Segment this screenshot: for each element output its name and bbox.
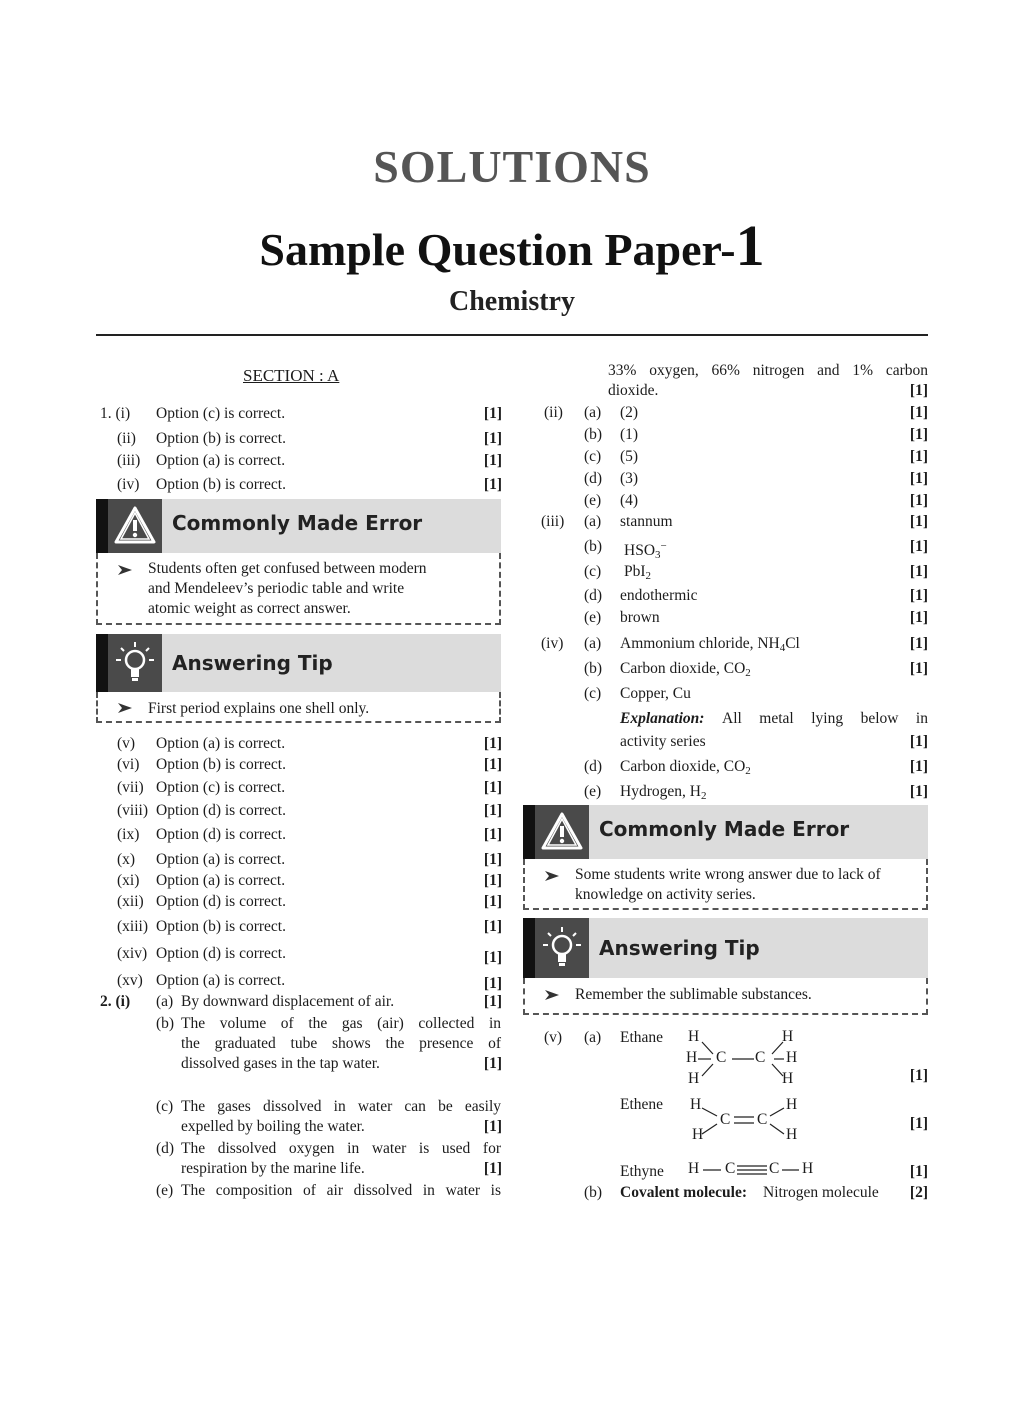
answer-text: (2) [620,404,639,421]
q-num: 1. (i) [100,405,131,422]
answer-line: the graduated tube shows the presence of [181,1035,501,1052]
error-box-title: Commonly Made Error [172,511,423,535]
answer-text: Copper, Cu [620,685,691,702]
tip-box-title: Answering Tip [599,936,760,960]
answer-text: Option (d) is correct. [156,826,286,843]
answer-formula [620,782,706,806]
part-label: (e) [584,492,602,509]
atom-h: H [782,1070,794,1087]
atom-c: C [720,1111,731,1128]
error-line: Students often get confused between modern [148,560,427,577]
answer-formula [620,659,751,683]
error-box-header [523,805,928,859]
mark: [1] [483,735,502,752]
atom-h: H [786,1126,798,1143]
answer-formula [620,634,800,658]
atom-h: H [786,1096,798,1113]
part-label: (a) [584,513,602,530]
answer-line: The composition of air dissolved in water is [181,1182,501,1199]
part-label: (e) [584,783,602,800]
part-label: (d) [584,470,603,487]
error-box-body [96,553,501,625]
pointer-icon [118,565,132,575]
mark: [1] [909,404,928,421]
paper-title [0,212,1024,279]
answer-line: The gases dissolved in water can be easily [181,1098,501,1115]
atom-h: H [686,1049,698,1066]
mark: [1] [483,826,502,843]
pointer-icon [545,871,559,881]
part-label: (d) [156,1140,175,1157]
formula-sub: 3 [655,549,661,562]
answer-text: Option (d) is correct. [156,802,286,819]
part-label: (c) [156,1098,174,1115]
mark: [1] [909,448,928,465]
part-label: (b) [584,538,603,555]
mark: [1] [483,452,502,469]
tip-box-header [523,918,928,978]
lightbulb-icon [523,918,589,978]
ethyne-bonds [700,1160,810,1180]
continued-line: 33% oxygen, 66% nitrogen and 1% carbon [608,362,928,379]
part-label: (b) [584,660,603,677]
part-label: (b) [584,426,603,443]
mark: [1] [909,783,928,800]
mark: [1] [483,851,502,868]
mark: [1] [483,430,502,447]
answer-text: endothermic [620,587,698,604]
tip-box-title: Answering Tip [172,651,333,675]
mark: [1] [483,756,502,773]
mark: [1] [909,1067,928,1084]
mark: [1] [483,476,502,493]
explanation-label-text: Explanation: [620,710,705,727]
answer-formula [624,537,667,565]
mark: [1] [909,1163,928,1180]
header-rule [96,334,928,336]
answer-text: Option (b) is correct. [156,756,286,773]
answer-text: Option (a) is correct. [156,872,286,889]
warning-icon [523,805,589,859]
ethene-label: Ethene [620,1096,664,1113]
answer-text: (3) [620,470,639,487]
answer-formula [624,562,651,586]
pointer-icon [545,990,559,1000]
part-label: (c) [584,448,602,465]
part-label: (d) [584,587,603,604]
answer-line: The dissolved oxygen in water is used for [181,1140,501,1157]
atom-h: H [802,1160,814,1177]
atom-c: C [769,1160,780,1177]
answer-text: Option (d) is correct. [156,893,286,910]
atom-c: C [716,1049,727,1066]
tip-text: First period explains one shell only. [148,700,370,717]
explanation-line: All metal lying below in [722,710,928,727]
mark: [1] [909,492,928,509]
q-num: (ii) [544,404,563,421]
answer-text: (1) [620,426,639,443]
mark: [1] [909,538,928,555]
q-num: (ii) [117,430,136,447]
subject-title: Chemistry [449,286,575,317]
paper-title-text: Sample Question Paper- [259,224,736,275]
mark: [1] [909,635,928,652]
tip-box-header [96,634,501,692]
warning-icon [96,499,162,553]
mark: [1] [909,733,928,750]
answer-text: By downward displacement of air. [181,993,395,1010]
lightbulb-icon [96,634,162,692]
answer-text: brown [620,609,660,626]
answer-line: dissolved gases in the tap water. [181,1055,380,1072]
continued-line: dioxide. [608,382,659,399]
answer-text: Option (c) is correct. [156,405,286,422]
atom-h: H [692,1126,704,1143]
answer-text: (4) [620,492,639,509]
part-label: (a) [584,1029,602,1046]
formula-text: HSO [624,542,656,560]
part-label: (a) [584,635,602,652]
answer-formula [620,757,751,781]
explanation-line: activity series [620,733,706,750]
mark: [1] [483,872,502,889]
mark: [1] [483,802,502,819]
tip-text: Remember the sublimable substances. [575,986,812,1003]
answer-text: Option (a) is correct. [156,972,286,989]
mark: [1] [483,405,502,422]
mark: [1] [483,1055,502,1072]
formula-sub: 2 [700,790,707,802]
mark: [1] [909,426,928,443]
error-line: knowledge on activity series. [575,886,756,903]
covalent-label: Covalent molecule: [620,1184,747,1201]
answer-text: (5) [620,448,639,465]
q-num: (xiv) [117,945,148,962]
q-num: (iv) [541,635,564,652]
atom-h: H [782,1028,794,1045]
answer-line: The volume of the gas (air) collected in [181,1015,501,1032]
q-num: (x) [117,851,136,868]
atom-c: C [725,1160,736,1177]
q-num: (xi) [117,872,140,889]
q-num: (viii) [117,802,148,819]
part-label: (d) [584,758,603,775]
error-box-header [96,499,501,553]
ethyne-label: Ethyne [620,1163,664,1180]
formula-tail: Cl [785,635,800,652]
part-label: (e) [156,1182,174,1199]
mark: [1] [483,1118,502,1135]
tip-box-body [96,692,501,723]
tip-box-body [523,978,928,1015]
mark: [1] [909,609,928,626]
answer-text: Option (a) is correct. [156,735,286,752]
error-box-body [523,859,928,910]
formula-sub: 2 [745,667,751,679]
mark: [1] [909,660,928,677]
part-label: (a) [584,404,602,421]
mark: [2] [909,1184,928,1201]
part-label: (a) [156,993,174,1010]
section-title: SECTION : A [243,366,340,385]
q-num: (iii) [541,513,565,530]
error-box-title: Commonly Made Error [599,817,850,841]
part-label: (c) [584,563,602,580]
answer-text: Option (b) is correct. [156,476,286,493]
q-num: (v) [544,1029,563,1046]
mark: [1] [909,563,928,580]
formula-text: Carbon dioxide, CO [620,660,746,677]
part-label: (b) [156,1015,175,1032]
answer-text: Option (b) is correct. [156,430,286,447]
error-line: Some students write wrong answer due to lack of [575,866,881,883]
mark: [1] [483,779,502,796]
q-num: (vi) [117,756,140,773]
answer-text: Option (a) is correct. [156,851,286,868]
formula-text: PbI [624,563,646,580]
answer-text: Option (d) is correct. [156,945,286,962]
q-num: (iii) [117,452,141,469]
q-num: (vii) [117,779,144,796]
atom-h: H [688,1160,700,1177]
formula-sub: 2 [745,765,751,777]
part-label: (b) [584,1184,603,1201]
atom-h: H [688,1070,700,1087]
mark: [1] [909,382,928,399]
formula-text: Carbon dioxide, CO [620,758,746,775]
formula-sub: 4 [779,642,786,654]
answer-line: respiration by the marine life. [181,1160,365,1177]
mark: [1] [909,587,928,604]
q-num: (xv) [117,972,143,989]
part-label: (e) [584,609,602,626]
mark: [1] [909,470,928,487]
atom-h: H [688,1028,700,1045]
q-num: (ix) [117,826,140,843]
q-num: 2. (i) [100,993,131,1010]
atom-c: C [755,1049,766,1066]
formula-sup: − [660,540,667,552]
explanation-label [620,709,704,728]
answer-text: Option (c) is correct. [156,779,286,796]
mark: [1] [483,993,502,1010]
atom-h: H [690,1096,702,1113]
paper-number: 1 [735,213,765,278]
formula-text: Ammonium chloride, NH [620,635,780,652]
mark: [1] [483,949,502,966]
q-num: (xii) [117,893,144,910]
q-num: (iv) [117,476,140,493]
answer-text: Option (a) is correct. [156,452,286,469]
answer-text: stannum [620,513,673,530]
answer-line: expelled by boiling the water. [181,1118,365,1135]
mark: [1] [483,1160,502,1177]
solutions-heading: SOLUTIONS [373,141,651,192]
formula-text: Hydrogen, H [620,783,701,800]
part-label: (c) [584,685,602,702]
q-num: (xiii) [117,918,148,935]
error-line: and Mendeleev’s periodic table and write [148,580,405,597]
mark: [1] [909,1115,928,1132]
mark: [1] [483,975,502,992]
ethane-label: Ethane [620,1029,664,1046]
atom-c: C [757,1111,768,1128]
pointer-icon [118,703,132,713]
error-line: atomic weight as correct answer. [148,600,351,617]
mark: [1] [909,513,928,530]
mark: [1] [483,918,502,935]
atom-h: H [786,1049,798,1066]
formula-sub: 2 [645,570,652,582]
mark: [1] [483,893,502,910]
mark: [1] [909,758,928,775]
q-num: (v) [117,735,136,752]
answer-text: Nitrogen molecule [763,1184,879,1201]
answer-text: Option (b) is correct. [156,918,286,935]
